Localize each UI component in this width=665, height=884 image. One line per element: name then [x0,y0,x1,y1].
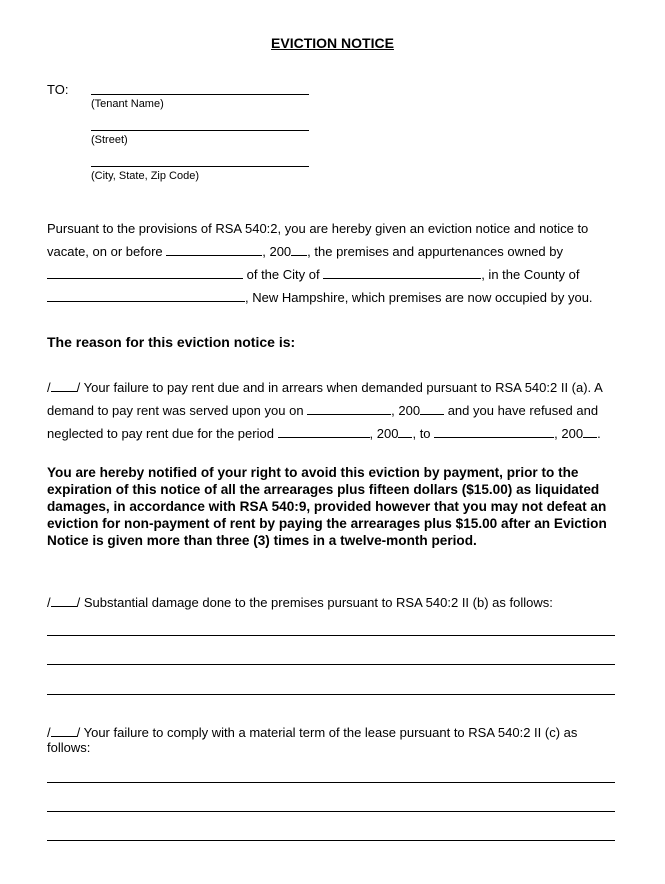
period-start-year-blank[interactable] [398,426,412,438]
period-end-year-blank[interactable] [583,426,597,438]
to-label: TO: [47,82,69,97]
owner-blank[interactable] [47,267,243,279]
county-blank[interactable] [47,290,245,302]
demand-year-blank[interactable] [420,403,444,415]
intro-line-2: vacate, on or before , 200 , the premises and appurtenances owned by [47,244,564,259]
period-start-blank[interactable] [278,426,370,438]
reason-c-line-1: / / Your failure to comply with a material term of the lease pursuant to RSA 540:2 II (c) as [47,725,578,740]
tenant-name-caption: (Tenant Name) [91,98,164,110]
page-title: EVICTION NOTICE [271,35,394,51]
reason-b-checkbox[interactable] [51,595,77,607]
city-blank[interactable] [323,267,481,279]
tenant-name-line[interactable] [91,94,309,95]
reason-b-rule-1[interactable] [47,635,615,636]
reason-a-line-3: neglected to pay rent due for the period , 200 , to , 200 . [47,426,601,441]
reason-c-rule-1[interactable] [47,782,615,783]
reason-c-rule-2[interactable] [47,811,615,812]
intro-line-3: of the City of , in the County of [47,267,579,282]
reason-a-line-2: demand to pay rent was served upon you on , 200 and you have refused and [47,403,599,418]
city-line[interactable] [91,166,309,167]
reason-b-line: / / Substantial damage done to the premises pursuant to RSA 540:2 II (b) as follows: [47,595,553,610]
reason-b-rule-3[interactable] [47,694,615,695]
reason-a-line-1: / / Your failure to pay rent due and in arrears when demanded pursuant to RSA 540:2 II (a). A [47,380,603,395]
street-line[interactable] [91,130,309,131]
reason-c-rule-3[interactable] [47,840,615,841]
intro-line-1: Pursuant to the provisions of RSA 540:2, you are hereby given an eviction notice and notice to [47,221,589,236]
reason-a-checkbox[interactable] [51,380,77,392]
reason-c-checkbox[interactable] [51,725,77,737]
vacate-year-blank[interactable] [291,244,307,256]
reason-b-rule-2[interactable] [47,664,615,665]
reason-heading: The reason for this eviction notice is: [47,334,296,350]
payment-rights-notice: You are hereby notified of your right to avoid this eviction by payment, prior to the expiration of this notice of all the arrearages plus fifteen dollars ($15.00) as liquidated damages, in accordance with RSA 540:9, provided however that you may not defeat an eviction for non-payment of rent by paying the arrearages plus $15.00 after an Eviction Notice is given more than three (3) times in a twelve-month period. [47,465,607,548]
demand-date-blank[interactable] [307,403,391,415]
reason-c-line-2: follows: [47,740,91,755]
city-caption: (City, State, Zip Code) [91,170,199,182]
vacate-date-blank[interactable] [166,244,262,256]
street-caption: (Street) [91,134,128,146]
intro-line-4: , New Hampshire, which premises are now occupied by you. [47,290,593,305]
period-end-blank[interactable] [434,426,554,438]
